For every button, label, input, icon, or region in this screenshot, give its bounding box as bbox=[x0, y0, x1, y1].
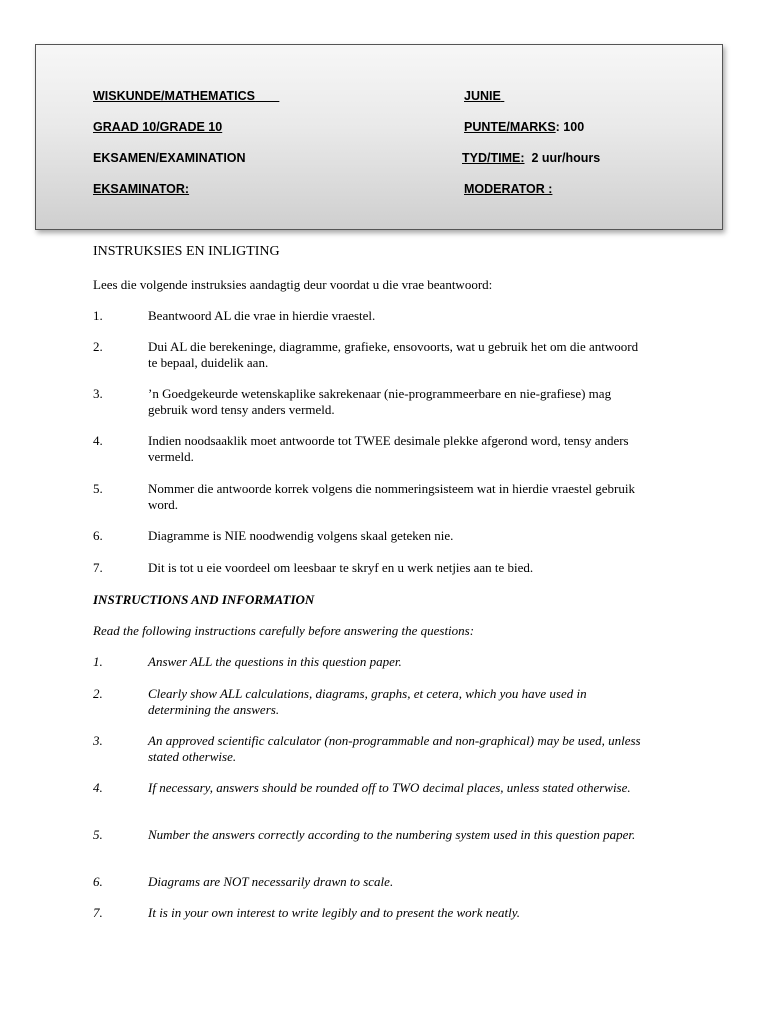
item-text: Answer ALL the questions in this question paper. bbox=[148, 654, 402, 669]
item-text: Beantwoord AL die vrae in hierdie vraestel. bbox=[148, 308, 376, 323]
marks-label: PUNTE/MARKS: 100 bbox=[464, 120, 585, 134]
item-text: If necessary, answers should be rounded off to TWO decimal places, unless stated otherwise. bbox=[148, 780, 631, 795]
grade-label: GRAAD 10/GRADE 10 bbox=[93, 120, 223, 134]
time-label: TYD/TIME: 2 uur/hours bbox=[462, 151, 601, 165]
item-text: Clearly show ALL calculations, diagrams, graphs, et cetera, which you have used in determining the answers. bbox=[148, 686, 587, 717]
item-text: Diagramme is NIE noodwendig volgens skaal geteken nie. bbox=[148, 528, 454, 543]
item-number: 6. bbox=[93, 874, 103, 889]
item-text: Number the answers correctly according to the numbering system used in this question paper. bbox=[148, 827, 636, 842]
item-number: 4. bbox=[93, 433, 103, 448]
item-number: 5. bbox=[93, 481, 103, 496]
item-number: 1. bbox=[93, 308, 103, 323]
item-number: 6. bbox=[93, 528, 103, 543]
item-number: 4. bbox=[93, 780, 103, 795]
item-text: Dui AL die berekeninge, diagramme, grafieke, ensovoorts, wat u gebruik het om die antwoord te bepaal, duidelik aan. bbox=[148, 339, 639, 370]
item-text: Nommer die antwoorde korrek volgens die nommeringsisteem wat in hierdie vraestel gebruik word. bbox=[148, 481, 635, 512]
item-text: Indien noodsaaklik moet antwoorde tot TWEE desimale plekke afgerond word, tensy anders vermeld. bbox=[148, 433, 629, 464]
item-number: 2. bbox=[93, 339, 103, 354]
item-number: 1. bbox=[93, 654, 103, 669]
item-text: ’n Goedgekeurde wetenskaplike sakrekenaar (nie-programmeerbare en nie-grafiese) mag gebruik word tensy anders vermeld. bbox=[148, 386, 612, 417]
item-text: Diagrams are NOT necessarily drawn to scale. bbox=[148, 874, 394, 889]
item-number: 3. bbox=[93, 386, 103, 401]
exam-header-box bbox=[35, 44, 723, 230]
item-text: An approved scientific calculator (non-programmable and non-graphical) may be used, unless stated otherwise. bbox=[148, 733, 641, 764]
examiner-label: EKSAMINATOR: bbox=[93, 182, 190, 196]
subject-label: WISKUNDE/MATHEMATICS bbox=[93, 89, 256, 103]
afrikaans-intro: Lees die volgende instruksies aandagtig deur voordat u die vrae beantwoord: bbox=[93, 277, 493, 292]
item-text: It is in your own interest to write legibly and to present the work neatly. bbox=[148, 905, 521, 920]
english-intro: Read the following instructions carefully before answering the questions: bbox=[93, 623, 475, 638]
item-number: 7. bbox=[93, 905, 103, 920]
month-label: JUNIE bbox=[464, 89, 501, 103]
item-number: 3. bbox=[93, 733, 103, 748]
item-number: 7. bbox=[93, 560, 103, 575]
afrikaans-section-title: INSTRUKSIES EN INLIGTING bbox=[93, 244, 280, 259]
item-text: Dit is tot u eie voordeel om leesbaar te skryf en u werk netjies aan te bied. bbox=[148, 560, 534, 575]
english-section-title: INSTRUCTIONS AND INFORMATION bbox=[93, 592, 315, 607]
exam-label: EKSAMEN/EXAMINATION bbox=[93, 151, 246, 165]
item-number: 2. bbox=[93, 686, 103, 701]
item-number: 5. bbox=[93, 827, 103, 842]
moderator-label: MODERATOR : bbox=[464, 182, 553, 196]
